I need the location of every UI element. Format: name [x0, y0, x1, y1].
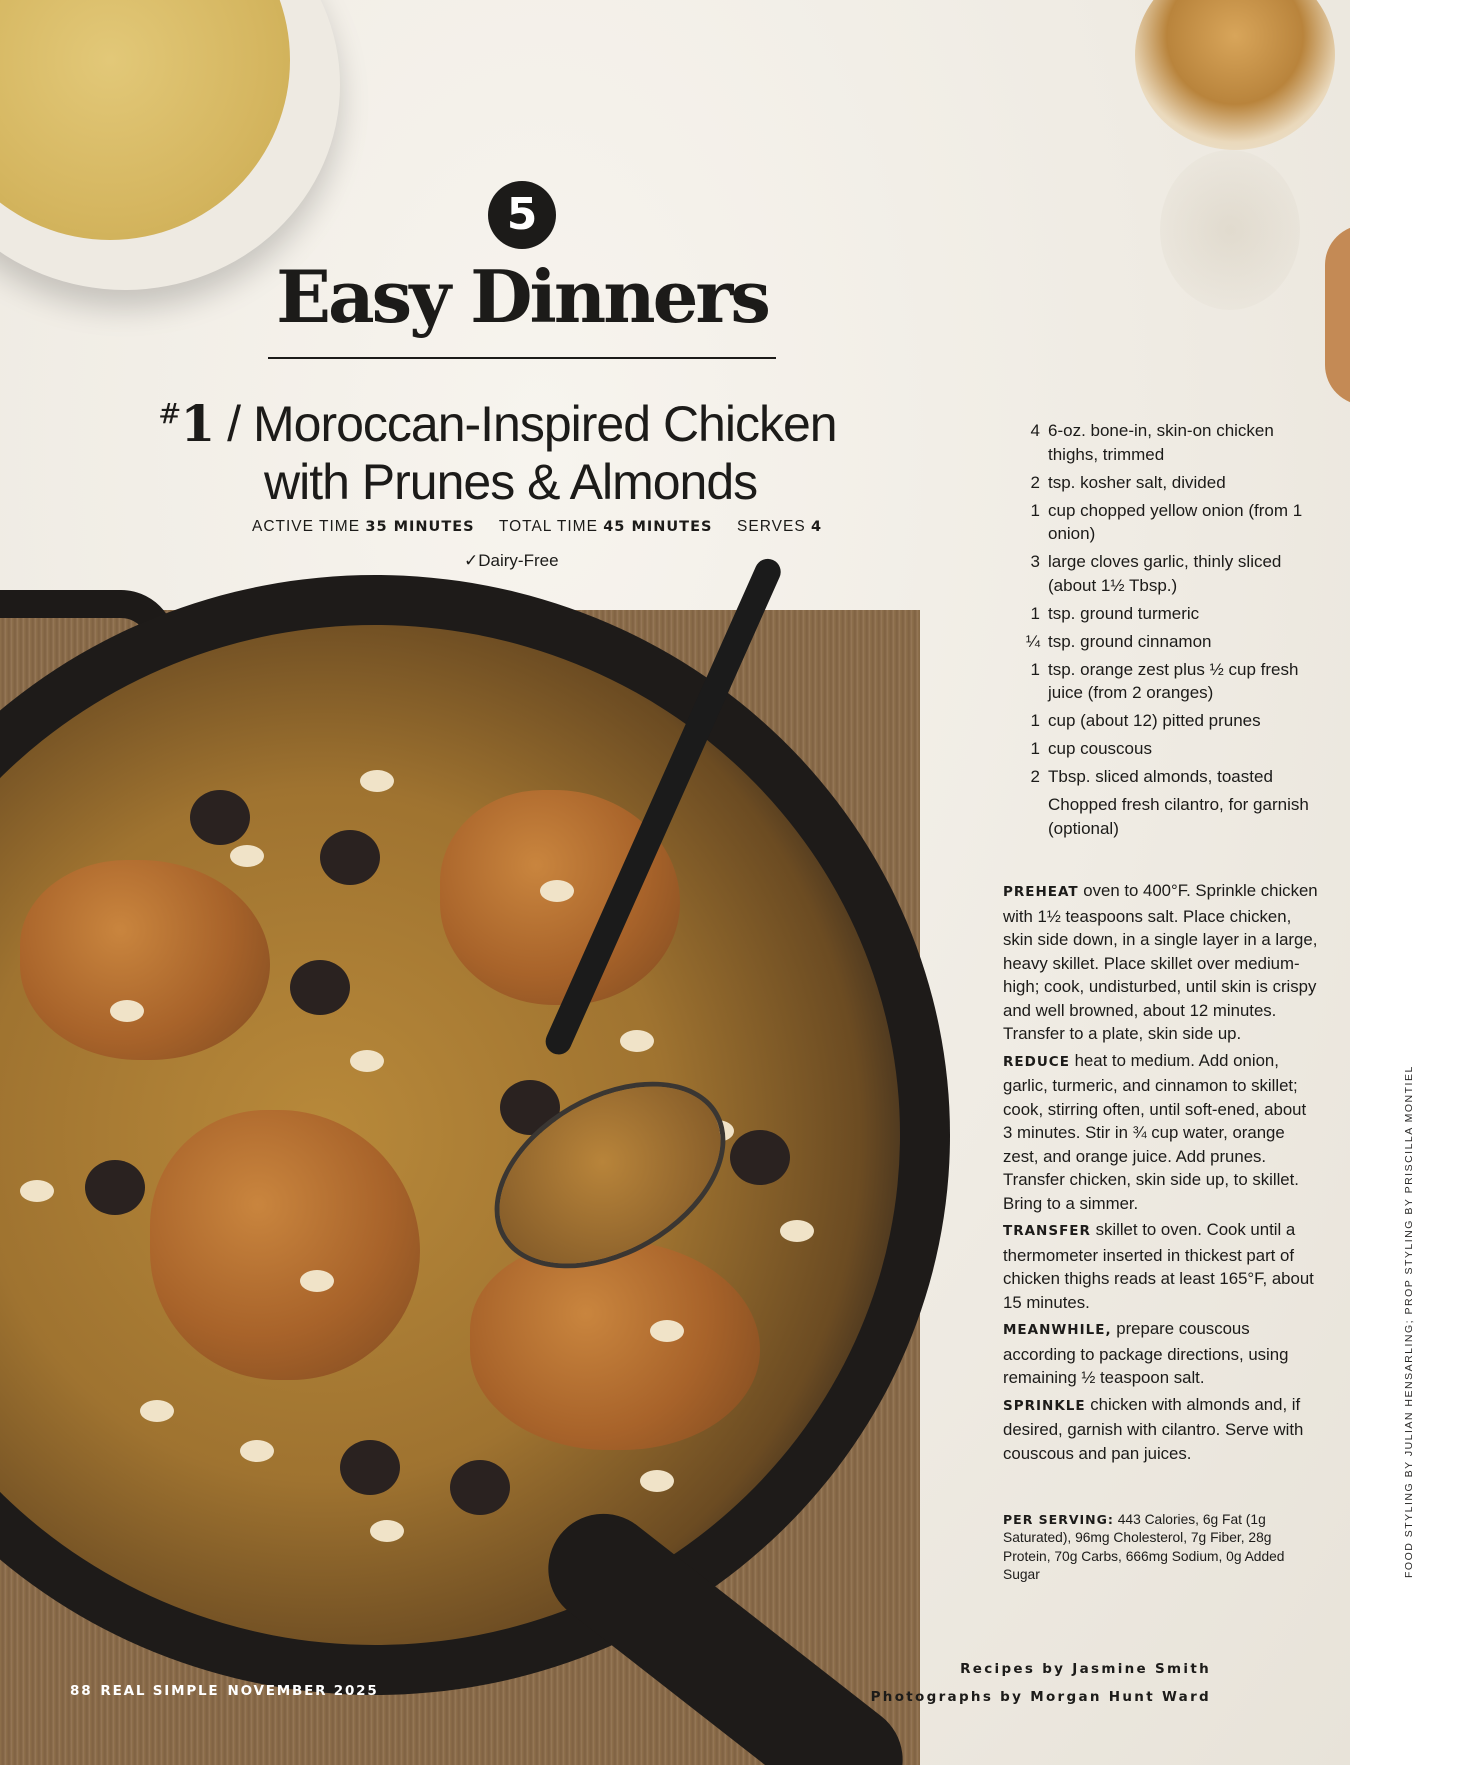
almond-photo: [620, 1030, 654, 1052]
prune-photo: [450, 1460, 510, 1515]
ingredient-qty: 1: [1030, 739, 1040, 758]
ingredient-text: tsp. kosher salt, divided: [1048, 472, 1226, 492]
step-text: chicken with almonds and, if desired, garnish with cilantro. Serve with couscous and pan juices.: [1003, 1394, 1304, 1463]
recipe-step: [1003, 1393, 1318, 1466]
recipe-step: [1003, 1049, 1318, 1216]
ingredient-qty: 2: [1030, 472, 1040, 492]
nutrition-lead: PER SERVING:: [1003, 1512, 1114, 1527]
step-lead: PREHEAT: [1003, 884, 1079, 900]
step-text: oven to 400°F. Sprinkle chicken with 1½ teaspoons salt. Place chicken, skin side down, in a single layer in a large, heavy skillet. Place skillet over medium-high; cook, undisturbed, until skin is crispy and well browned, about 12 minutes. Transfer to a plate, skin side up.: [1003, 881, 1318, 1043]
almond-photo: [650, 1320, 684, 1342]
recipe-number-value: 1: [180, 394, 215, 453]
recipe-step: [1003, 1218, 1318, 1314]
ingredient-item: [1000, 630, 1320, 654]
dairy-free-tag: ✓Dairy-Free: [464, 551, 559, 570]
step-lead: SPRINKLE: [1003, 1397, 1086, 1414]
almond-photo: [20, 1180, 54, 1202]
step-text: heat to medium. Add onion, garlic, turmeric, and cinnamon to skillet; cook, stirring often, until soft-ened, about 3 minutes. Stir in ¾ cup water, orange zest, and orange juice. Add prunes. Transfer chicken, skin side up, to skillet. Bring to a simmer.: [1003, 1050, 1307, 1213]
ingredient-qty: ¼: [1025, 631, 1040, 651]
almond-photo: [360, 770, 394, 792]
almond-photo: [240, 1440, 274, 1462]
recipe-number-separator: /: [227, 396, 241, 452]
ingredient-item: [1000, 602, 1320, 626]
nutrition-text: 443 Calories, 6g Fat (1g Saturated), 96mg Cholesterol, 7g Fiber, 28g Protein, 70g Carbs, 666mg Sodium, 0g Added Sugar: [1003, 1512, 1285, 1583]
ingredient-item: [1000, 658, 1320, 705]
serves-label: SERVES: [737, 518, 806, 535]
recipe-credit: Recipes by Jasmine Smith: [960, 1661, 1211, 1677]
recipe-title-line2: with Prunes & Almonds: [264, 454, 758, 510]
active-time-value: 35 MINUTES: [365, 519, 475, 535]
ingredient-text: cup chopped yellow onion (from 1 onion): [1048, 500, 1303, 543]
ingredient-qty: 1: [1030, 500, 1040, 520]
magazine-name: REAL SIMPLE: [100, 1683, 220, 1699]
step-text: skillet to oven. Cook until a thermometer inserted in thickest part of chicken thighs reads at least 165°F, about 15 minutes.: [1003, 1220, 1314, 1312]
almond-photo: [640, 1470, 674, 1492]
ingredient-text: cup (about 12) pitted prunes: [1048, 711, 1261, 730]
total-time-label: TOTAL TIME: [498, 518, 598, 535]
recipe-number-prefix: #: [158, 397, 181, 430]
ingredient-item: [1000, 499, 1320, 546]
section-number-badge: 5: [488, 181, 556, 249]
ingredient-text: large cloves garlic, thinly sliced (about 1½ Tbsp.): [1048, 552, 1282, 595]
ingredient-text: cup couscous: [1048, 739, 1152, 758]
step-lead: REDUCE: [1003, 1053, 1070, 1070]
recipe-steps: [1003, 879, 1318, 1468]
ingredient-qty: 4: [1030, 421, 1040, 440]
ingredient-text: 6-oz. bone-in, skin-on chicken thighs, trimmed: [1048, 421, 1274, 464]
ingredient-qty: 3: [1030, 552, 1040, 571]
nutrition-info: [1003, 1511, 1303, 1585]
styling-credit: FOOD STYLING BY JULIAN HENSARLING; PROP STYLING BY PRISCILLA MONTIEL: [1403, 1065, 1415, 1578]
ingredient-text: Chopped fresh cilantro, for garnish (optional): [1048, 795, 1309, 838]
almond-photo: [110, 1000, 144, 1022]
page-folio: [70, 1683, 379, 1699]
prune-photo: [290, 960, 350, 1015]
ingredient-item: [1000, 793, 1320, 840]
ingredient-qty: [1000, 793, 1048, 840]
almond-photo: [780, 1220, 814, 1242]
ingredient-qty: 2: [1030, 767, 1040, 786]
section-title: Easy Dinners: [276, 254, 768, 339]
serves-value: 4: [810, 519, 823, 535]
ingredient-item: [1000, 709, 1320, 733]
total-time-value: 45 MINUTES: [603, 519, 713, 535]
recipe-title-line1: Moroccan-Inspired Chicken: [252, 396, 837, 452]
ingredient-text: tsp. ground cinnamon: [1048, 631, 1212, 651]
ingredient-list: [1000, 419, 1320, 845]
prune-photo: [730, 1130, 790, 1185]
recipe-step: [1003, 1317, 1318, 1390]
step-lead: MEANWHILE,: [1003, 1322, 1112, 1338]
photo-credits: [871, 1655, 1211, 1711]
prune-photo: [85, 1160, 145, 1215]
ingredient-text: Tbsp. sliced almonds, toasted: [1048, 767, 1273, 786]
almond-photo: [300, 1270, 334, 1292]
almond-photo: [370, 1520, 404, 1542]
ingredient-qty: 1: [1030, 659, 1040, 679]
ingredient-item: [1000, 471, 1320, 495]
almond-photo: [350, 1050, 384, 1072]
active-time-label: ACTIVE TIME: [252, 518, 361, 535]
photo-credit: Photographs by Morgan Hunt Ward: [870, 1689, 1211, 1705]
ingredient-item: [1000, 550, 1320, 597]
prune-photo: [190, 790, 250, 845]
step-lead: TRANSFER: [1003, 1223, 1091, 1239]
recipe-meta: [252, 518, 823, 536]
page-number: 88: [70, 1683, 93, 1699]
recipe-title: [158, 385, 898, 511]
ingredient-item: [1000, 765, 1320, 789]
recipe-number: [158, 394, 214, 453]
ingredient-item: [1000, 419, 1320, 466]
title-divider: [268, 357, 776, 359]
ingredient-qty: 1: [1030, 711, 1040, 730]
ingredient-qty: 1: [1030, 603, 1040, 623]
recipe-step: [1003, 879, 1318, 1046]
step-text: prepare couscous according to package directions, using remaining ½ teaspoon salt.: [1003, 1319, 1289, 1387]
almond-photo: [230, 845, 264, 867]
saucer-photo: [1325, 225, 1350, 405]
glass-shadow-photo: [1160, 150, 1300, 310]
ingredient-text: tsp. orange zest plus ½ cup fresh juice (from 2 oranges): [1048, 659, 1299, 702]
almond-photo: [540, 880, 574, 902]
wine-glass-photo: [1135, 0, 1335, 150]
prune-photo: [320, 830, 380, 885]
ingredient-text: tsp. ground turmeric: [1048, 603, 1200, 623]
issue-date: NOVEMBER 2025: [227, 1683, 379, 1699]
almond-photo: [140, 1400, 174, 1422]
ingredient-item: [1000, 737, 1320, 761]
prune-photo: [340, 1440, 400, 1495]
